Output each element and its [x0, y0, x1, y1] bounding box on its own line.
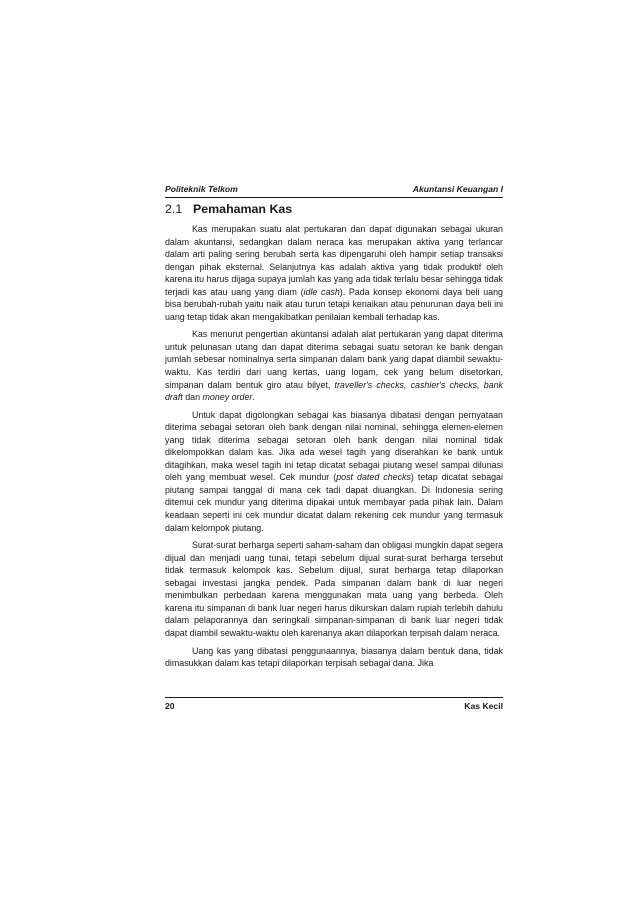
- paragraph-1-text-a: Kas merupakan suatu alat pertukaran dan dapat digunakan sebagai ukuran dalam akuntansi, sedangkan dalam neraca kas merupakan aktiva yang terlancar dalam arti paling sering berubah serta kas dipengaruhi oleh hampir setiap transaksi dengan pihak eksternal. Selanjutnya kas adalah aktiva yang tidak produktif oleh karena itu harus dijaga supaya jumlah kas yang ada tidak terlalu besar sehingga tidak terjadi kas atau uang yang diam (: [165, 224, 503, 297]
- page-footer: [165, 697, 503, 712]
- section-heading: [165, 202, 503, 217]
- paragraph-3: [165, 409, 503, 534]
- footer-chapter-title: Kas Kecil: [464, 701, 503, 711]
- paragraph-5-text: Uang kas yang dibatasi penggunaannya, biasanya dalam bentuk dana, tidak dimasukkan dalam kas tetapi dilaporkan terpisah sebagai dana. Jika: [165, 645, 503, 669]
- paragraph-1-italic-term: idle cash: [303, 286, 340, 297]
- paragraph-2: [165, 328, 503, 403]
- running-header: [165, 184, 503, 198]
- paragraph-1: [165, 223, 503, 323]
- section-number: 2.1: [165, 202, 183, 216]
- paragraph-2-italic-term-2: money order: [202, 392, 253, 403]
- paragraph-1-text-b: ). Pada konsep ekonomi daya beli uang bisa berubah-rubah yaitu naik atau turun tetapi kenaikan atau penurunan daya beli ini uang tetap tidak akan mengakibatkan penilaian kembali terhadap kas.: [165, 286, 503, 322]
- header-course-title: Akuntansi Keuangan I: [412, 184, 503, 194]
- paragraph-2-text-b: dan: [182, 392, 203, 403]
- body-text: [165, 223, 503, 670]
- document-page: [165, 184, 503, 670]
- header-institution: Politeknik Telkom: [165, 184, 238, 194]
- section-title: Pemahaman Kas: [193, 202, 293, 216]
- paragraph-3-italic-term: post dated checks: [336, 472, 411, 483]
- paragraph-2-text-c: .: [252, 392, 255, 403]
- paragraph-3-text-b: ) tetap dicatat sebagai piutang sampai tanggal di mana cek tadi dapat diuangkan. Di Indonesia sering ditemui cek mundur yang diterima dipakai untuk membayar pada pihak lain. Dalam keadaan seperti ini cek mundur dicatat dalam rekening cek mundur yang termasuk dalam kelompok piutang.: [165, 472, 503, 533]
- paragraph-4: [165, 539, 503, 639]
- paragraph-5: [165, 645, 503, 670]
- paragraph-3-text-a: Untuk dapat digolongkan sebagai kas biasanya dibatasi dengan pernyataan diterima sebagai setoran oleh bank dengan nilai nominal, sehingga elemen-elemen yang tidak diterima sebagai setoran oleh bank dengan nilai nominal tidak dikelompokkan dalam kas. Jika ada wesel tagih yang diserahkan ke bank untuk ditagihkan, maka wesel tagih ini tetap dicatat sebagai piutang wesel sampai dilunasi oleh yang membuat wesel. Cek mundur (: [165, 409, 503, 483]
- paragraph-2-italic-terms: traveller's checks, cashier's checks, bank draft: [165, 379, 503, 403]
- paragraph-2-text-a: Kas menurut pengertian akuntansi adalah alat pertukaran yang dapat diterima untuk pelunasan utang dan dapat diterima sebagai suatu setoran ke bank dengan jumlah sebesar nominalnya serta simpanan dalam bank yang dapat diambil sewaktu-waktu. Kas terdiri dari uang kertas, uang logam, cek yang belum disetorkan, simpanan dalam bentuk giro atau bilyet,: [165, 329, 503, 390]
- paragraph-4-text: Surat-surat berharga seperti saham-saham dan obligasi mungkin dapat segera dijual dan menjadi uang tunai, tetapi sebelum dijual surat-surat berharga tersebut tidak termasuk kelompok kas. Sebelum dijual, surat berharga tetap dilaporkan sebagai investasi jangka pendek. Pada simpanan dalam bank di luar negeri menimbulkan perbedaan karena menggunakan mata uang yang berbeda. Oleh karena itu simpanan di bank luar negeri harus dikurskan dalam rupiah terlebih dahulu dalam pelaporannya dan seringkali simpanan-simpanan di bank luar negeri tidak dapat diambil sewaktu-waktu oleh karenanya akan dilaporkan terpisah dalam neraca.: [165, 540, 503, 638]
- footer-page-number: 20: [165, 701, 175, 711]
